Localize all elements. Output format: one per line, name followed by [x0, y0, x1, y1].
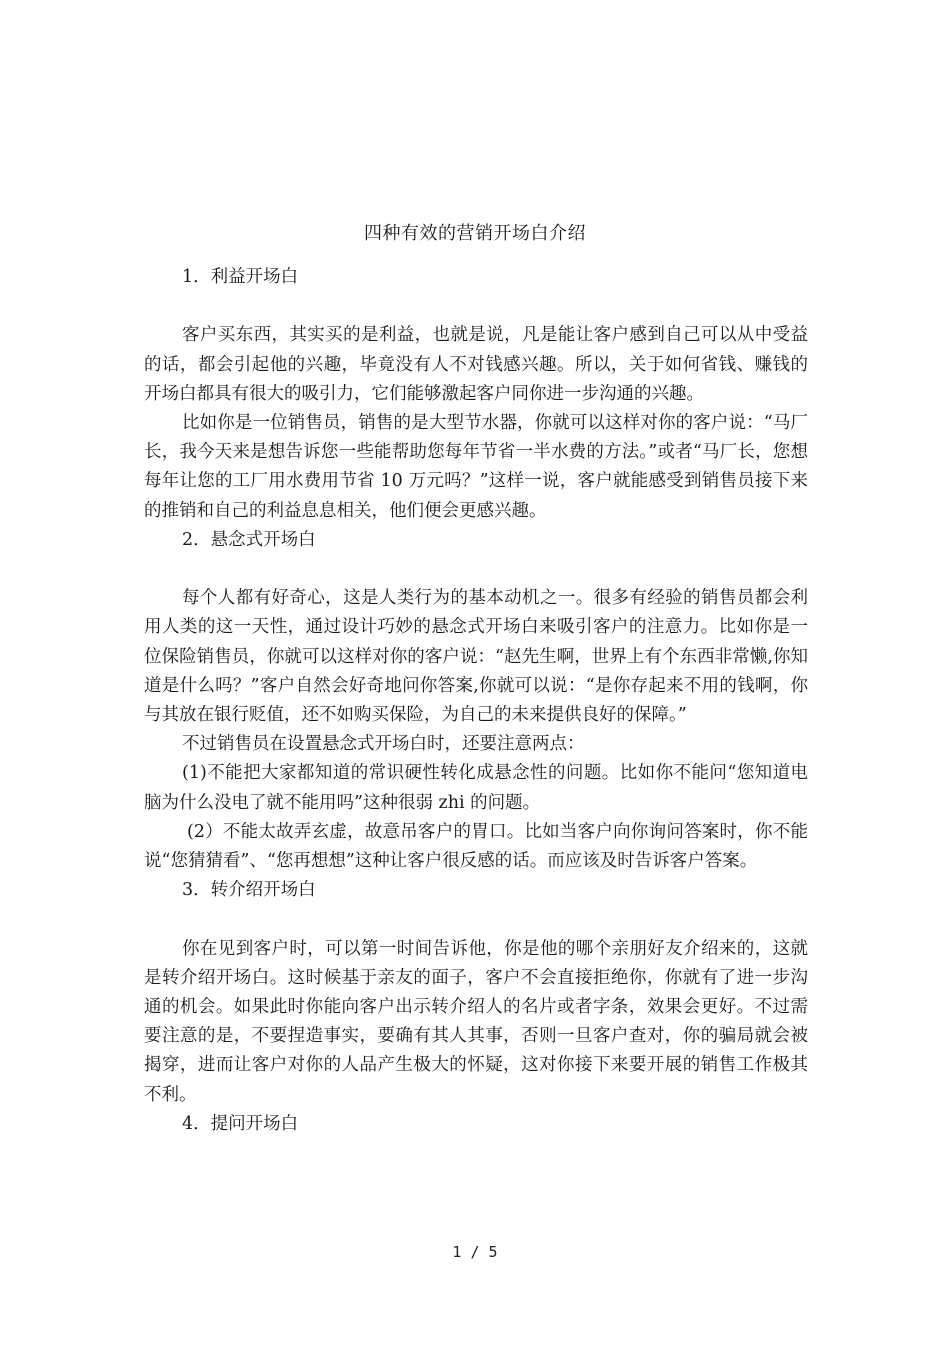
spacer [144, 292, 808, 321]
paragraph: 客户买东西，其实买的是利益，也就是说，凡是能让客户感到自己可以从中受益的话，都会引起他的兴趣，毕竟没有人不对钱感兴趣。所以，关于如何省钱、赚钱的开场白都具有很大的吸引力，它们能够激起客户同你进一步沟通的兴趣。 [144, 325, 808, 404]
spacer [144, 555, 808, 584]
paragraph: 比如你是一位销售员，销售的是大型节水器，你就可以这样对你的客户说：“马厂长，我今天来是想告诉您一些能帮助您每年节省一半水费的方法。”或者“马厂长，您想每年让您的工厂用水费用节省 10 万元吗？”这样一说，客户就能感受到销售员接下来的推销和自己的利益息息相关，他们便会更感兴趣。 [144, 413, 808, 521]
document-title: 四种有效的营销开场白介绍 [364, 223, 586, 244]
paragraph: 不过销售员在设置悬念式开场白时，还要注意两点： [182, 734, 585, 755]
paragraph: 每个人都有好奇心，这是人类行为的基本动机之一。很多有经验的销售员都会利用人类的这一天性，通过设计巧妙的悬念式开场白来吸引客户的注意力。比如你是一位保险销售员，你就可以这样对你的客户说：“赵先生啊，世界上有个东西非常懒,你知道是什么吗？”客户自然会好奇地问你答案,你就可以说：“是你存起来不用的钱啊，你与其放在银行贬值，还不如购买保险，为自己的未来提供良好的保障。” [144, 588, 808, 726]
paragraph: (1)不能把大家都知道的常识硬性转化成悬念性的问题。比如你不能问“您知道电脑为什么没电了就不能用吗”这种很弱 zhi 的问题。 [144, 763, 808, 813]
spacer [144, 905, 808, 934]
section-heading-2: 2．悬念式开场白 [182, 529, 316, 550]
paragraph: 你在见到客户时，可以第一时间告诉他，你是他的哪个亲朋好友介绍来的，这就是转介绍开场白。这时候基于亲友的面子，客户不会直接拒绝你，你就有了进一步沟通的机会。如果此时你能向客户出示转介绍人的名片或者字条，效果会更好。不过需要注意的是，不要捏造事实，要确有其人其事，否则一旦客户查对，你的骗局就会被揭穿，进而让客户对你的人品产生极大的怀疑，这对你接下来要开展的销售工作极其不利。 [144, 938, 808, 1105]
page-number: 1 / 5 [452, 1243, 498, 1261]
paragraph: (2）不能太故弄玄虚，故意吊客户的胃口。比如当客户向你询问答案时，你不能说“您猜猜看”、“您再想想”这种让客户很反感的话。而应该及时告诉客户答案。 [144, 821, 808, 872]
section-heading-4: 4．提问开场白 [182, 1113, 299, 1134]
document-body [144, 263, 808, 1139]
section-heading-3: 3．转介绍开场白 [182, 880, 316, 901]
section-heading-1: 1．利益开场白 [182, 267, 299, 287]
